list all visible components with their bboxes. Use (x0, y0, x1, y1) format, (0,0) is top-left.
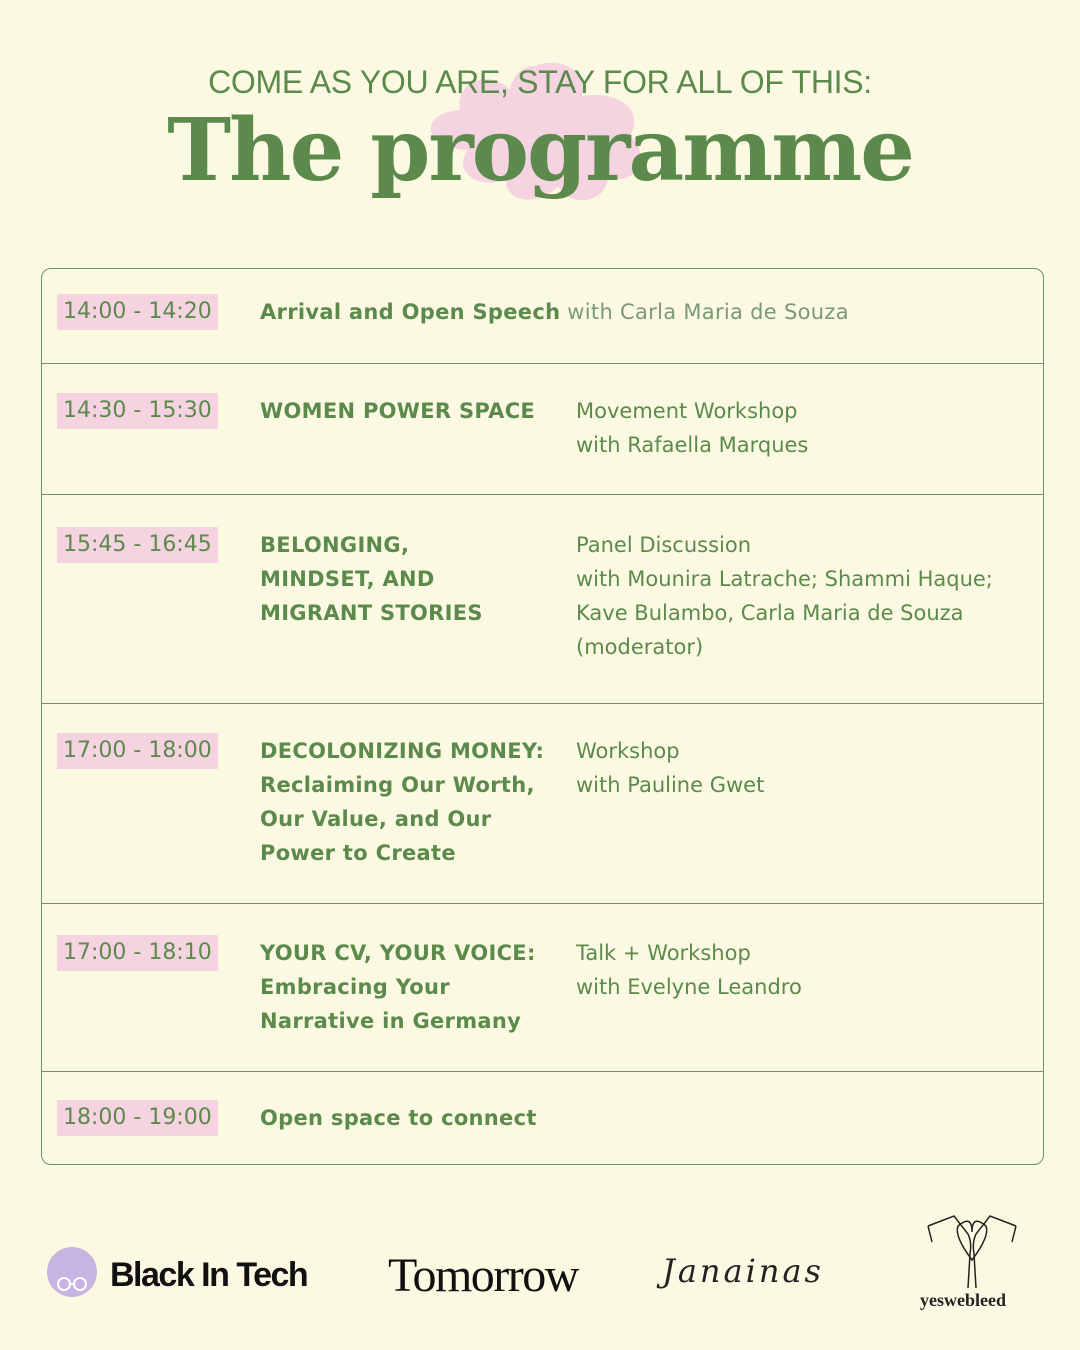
session-title-line: Embracing Your (260, 975, 450, 999)
session-title-line: BELONGING, (260, 533, 410, 557)
session-detail-line: with Evelyne Leandro (576, 975, 802, 999)
session-detail (576, 394, 1016, 462)
session-title (260, 394, 560, 428)
session-detail-line: Panel Discussion (576, 533, 752, 557)
page-subtitle: COME AS YOU ARE, STAY FOR ALL OF THIS: (208, 64, 872, 100)
session-detail-line: with Pauline Gwet (576, 773, 765, 797)
programme-table (41, 268, 1044, 1165)
session-detail-line: Movement Workshop (576, 399, 798, 423)
session-detail-line: with Rafaella Marques (576, 433, 809, 457)
session-detail (576, 936, 1016, 1004)
session-title-line: Our Value, and Our (260, 807, 492, 831)
time-badge: 17:00 - 18:00 (57, 733, 218, 769)
session-host: with Carla Maria de Souza (560, 300, 849, 324)
table-row (42, 1071, 1043, 1165)
session-title-main: Arrival and Open Speech (260, 300, 561, 324)
time-badge: 18:00 - 19:00 (57, 1100, 218, 1136)
black-in-tech-logo-icon (44, 1246, 100, 1298)
session-title-line: YOUR CV, YOUR VOICE: (260, 941, 536, 965)
time-badge: 17:00 - 18:10 (57, 935, 218, 971)
session-detail-line: Workshop (576, 739, 680, 763)
session-title-line: Open space to connect (260, 1106, 537, 1130)
session-title (260, 528, 560, 630)
table-row (42, 903, 1043, 1071)
page-title: The programme (167, 100, 913, 201)
session-detail-line: Kave Bulambo, Carla Maria de Souza (576, 601, 964, 625)
time-badge: 14:30 - 15:30 (57, 393, 218, 429)
session-title-line: Narrative in Germany (260, 1009, 522, 1033)
black-in-tech-logo: Black In Tech (110, 1256, 308, 1294)
session-detail-line: Talk + Workshop (576, 941, 751, 965)
table-row (42, 269, 1043, 363)
session-title (260, 936, 560, 1038)
session-title (260, 734, 560, 870)
header (0, 0, 1080, 240)
session-title-line: MIGRANT STORIES (260, 601, 483, 625)
session-title-line: WOMEN POWER SPACE (260, 399, 536, 423)
session-detail (576, 528, 1016, 664)
session-title (260, 295, 960, 329)
time-badge: 15:45 - 16:45 (57, 527, 218, 563)
yeswebleed-logo: yeswebleed (920, 1290, 1006, 1310)
table-row (42, 363, 1043, 494)
time-badge: 14:00 - 14:20 (57, 294, 218, 330)
session-detail-line: (moderator) (576, 635, 704, 659)
table-row (42, 494, 1043, 703)
session-title-line: Power to Create (260, 841, 456, 865)
session-detail (576, 734, 1016, 802)
session-title-line: MINDSET, AND (260, 567, 435, 591)
table-row (42, 703, 1043, 903)
session-title-line: Reclaiming Our Worth, (260, 773, 535, 797)
janainas-logo: Janainas (662, 1252, 824, 1290)
tomorrow-logo: Tomorrow (388, 1249, 578, 1302)
session-title-line: DECOLONIZING MONEY: (260, 739, 545, 763)
session-detail-line: with Mounira Latrache; Shammi Haque; (576, 567, 993, 591)
session-title (260, 1101, 560, 1135)
heart-hands-icon (924, 1212, 1020, 1290)
